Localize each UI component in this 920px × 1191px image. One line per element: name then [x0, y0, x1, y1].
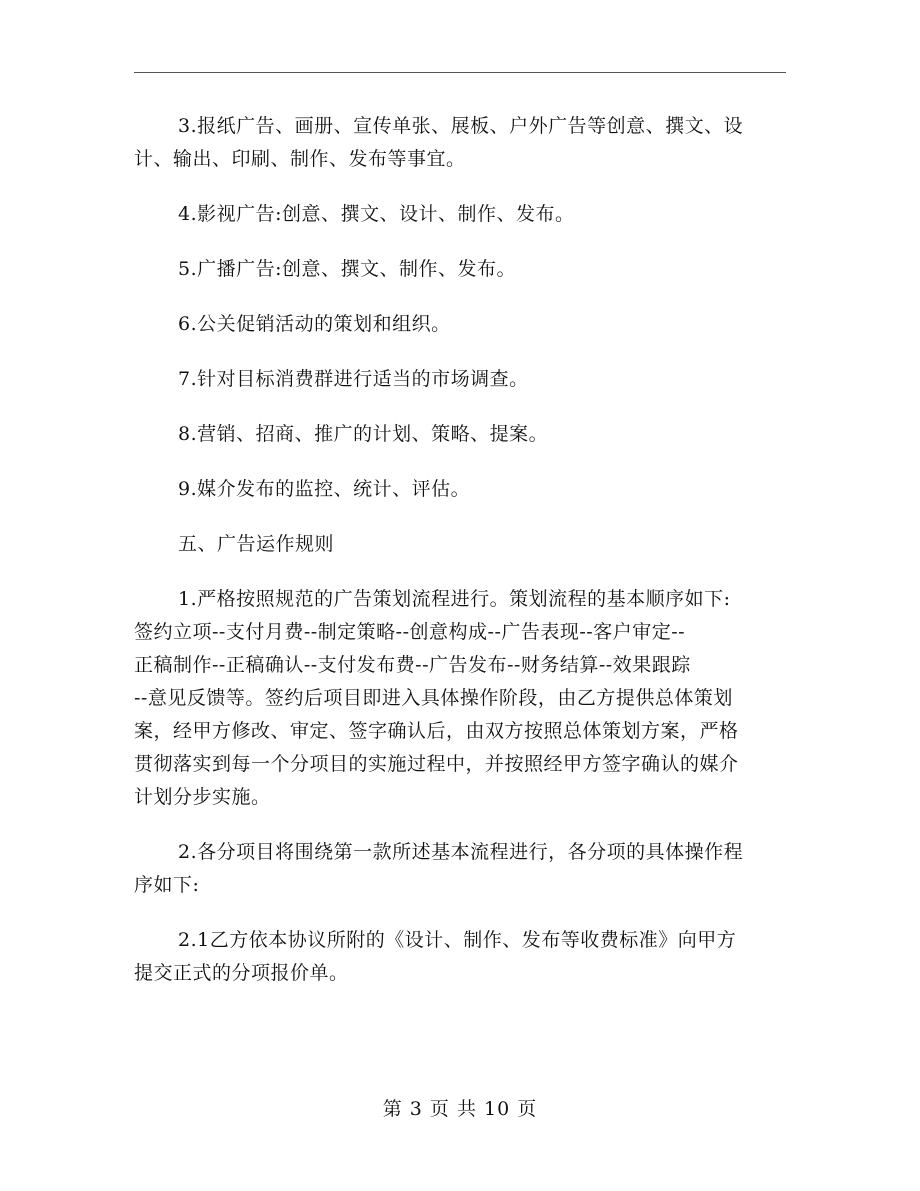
paragraph-item-3: [134, 110, 786, 176]
text-line: --意见反馈等。签约后项目即进入具体操作阶段，由乙方提供总体策划: [134, 687, 733, 709]
page-number-footer: 第 3 页 共 10 页: [382, 1098, 538, 1120]
text-line: 序如下:: [134, 874, 200, 896]
text-line: 4.影视广告:创意、撰文、设计、制作、发布。: [178, 203, 575, 225]
text-line: 3.报纸广告、画册、宣传单张、展板、户外广告等创意、撰文、设: [178, 115, 744, 137]
paragraph-item-6: [134, 308, 786, 341]
text-line: 提交正式的分项报价单。: [134, 962, 349, 984]
paragraph-item-7: [134, 363, 786, 396]
paragraph-rule-1: [134, 583, 786, 814]
text-line: 9.媒介发布的监控、统计、评估。: [178, 478, 471, 500]
text-line: 计划分步实施。: [134, 786, 271, 808]
header-rule: [134, 72, 786, 73]
text-line: 正稿制作--正稿确认--支付发布费--广告发布--财务结算--效果跟踪: [134, 654, 691, 676]
paragraph-item-8: [134, 418, 786, 451]
text-line: 贯彻落实到每一个分项目的实施过程中，并按照经甲方签字确认的媒介: [134, 753, 739, 775]
document-body: [134, 110, 786, 990]
paragraph-item-4: [134, 198, 786, 231]
text-line: 1.严格按照规范的广告策划流程进行。策划流程的基本顺序如下:: [178, 588, 731, 610]
paragraph-item-5: [134, 253, 786, 286]
paragraph-rule-2-1: [134, 924, 786, 990]
text-line: 计、输出、印刷、制作、发布等事宜。: [134, 148, 466, 170]
text-line: 签约立项--支付月费--制定策略--创意构成--广告表现--客户审定--: [134, 621, 686, 643]
text-line: 8.营销、招商、推广的计划、策略、提案。: [178, 423, 549, 445]
paragraph-item-9: [134, 473, 786, 506]
text-line: 案，经甲方修改、审定、签字确认后，由双方按照总体策划方案，严格: [134, 720, 739, 742]
paragraph-rule-2: [134, 836, 786, 902]
text-line: 6.公关促销活动的策划和组织。: [178, 313, 451, 335]
text-line: 5.广播广告:创意、撰文、制作、发布。: [178, 258, 517, 280]
text-line: 7.针对目标消费群进行适当的市场调查。: [178, 368, 529, 390]
text-line: 2.各分项目将围绕第一款所述基本流程进行，各分项的具体操作程: [178, 841, 744, 863]
text-line: 五、广告运作规则: [178, 533, 335, 555]
section-heading: [134, 528, 786, 561]
text-line: 2.1乙方依本协议所附的《设计、制作、发布等收费标准》向甲方: [178, 929, 737, 951]
